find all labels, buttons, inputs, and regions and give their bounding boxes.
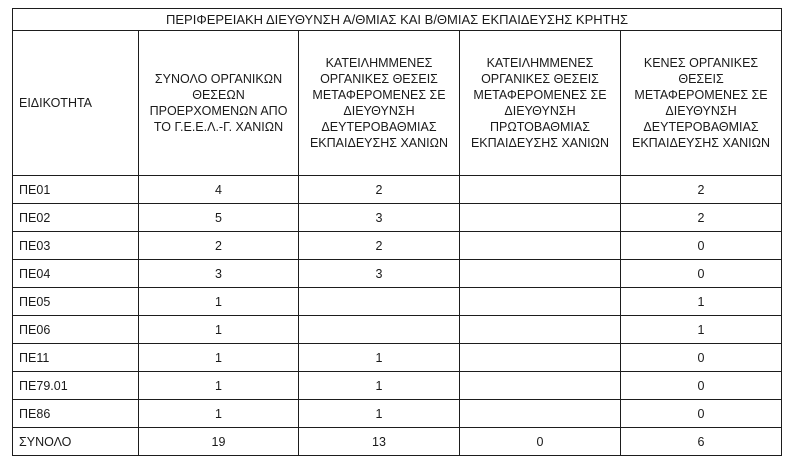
table-title: ΠΕΡΙΦΕΡΕΙΑΚΗ ΔΙΕΥΘΥΝΣΗ Α/ΘΜΙΑΣ ΚΑΙ Β/ΘΜΙΑΣ ΕΚΠΑΙΔΕΥΣΗΣ ΚΡΗΤΗΣ (13, 9, 782, 31)
table-row (13, 176, 782, 204)
cell-occupied-secondary: 1 (299, 400, 460, 428)
cell-total: 4 (139, 176, 299, 204)
cell-specialty: ΠΕ79.01 (13, 372, 139, 400)
cell-vacant-secondary: 0 (621, 232, 782, 260)
cell-specialty: ΠΕ86 (13, 400, 139, 428)
cell-occupied-secondary: 1 (299, 344, 460, 372)
cell-specialty: ΠΕ01 (13, 176, 139, 204)
cell-occupied-secondary: 3 (299, 260, 460, 288)
cell-specialty: ΠΕ05 (13, 288, 139, 316)
table-title-row (13, 9, 782, 31)
cell-total: 1 (139, 372, 299, 400)
cell-vacant-secondary: 0 (621, 372, 782, 400)
cell-vacant-secondary: 2 (621, 204, 782, 232)
cell-occupied-secondary: 13 (299, 428, 460, 456)
cell-occupied-primary (460, 232, 621, 260)
cell-occupied-primary (460, 316, 621, 344)
organic-positions-table (12, 8, 782, 456)
cell-specialty: ΠΕ11 (13, 344, 139, 372)
cell-occupied-secondary: 1 (299, 372, 460, 400)
table-row (13, 372, 782, 400)
cell-specialty: ΠΕ03 (13, 232, 139, 260)
table-header-row (13, 31, 782, 176)
cell-occupied-secondary: 2 (299, 232, 460, 260)
cell-specialty: ΣΥΝΟΛΟ (13, 428, 139, 456)
table-row (13, 344, 782, 372)
cell-specialty: ΠΕ06 (13, 316, 139, 344)
table-body (13, 9, 782, 456)
table-row (13, 204, 782, 232)
cell-occupied-secondary (299, 316, 460, 344)
cell-vacant-secondary: 0 (621, 344, 782, 372)
cell-total: 5 (139, 204, 299, 232)
cell-total: 1 (139, 344, 299, 372)
cell-vacant-secondary: 0 (621, 260, 782, 288)
cell-occupied-primary: 0 (460, 428, 621, 456)
cell-total: 19 (139, 428, 299, 456)
cell-specialty: ΠΕ04 (13, 260, 139, 288)
cell-specialty: ΠΕ02 (13, 204, 139, 232)
table-row (13, 400, 782, 428)
cell-occupied-primary (460, 344, 621, 372)
cell-vacant-secondary: 2 (621, 176, 782, 204)
cell-total: 1 (139, 316, 299, 344)
column-header-specialty: ΕΙΔΙΚΟΤΗΤΑ (13, 31, 139, 176)
cell-occupied-primary (460, 260, 621, 288)
cell-occupied-secondary (299, 288, 460, 316)
cell-occupied-secondary: 2 (299, 176, 460, 204)
cell-occupied-secondary: 3 (299, 204, 460, 232)
cell-occupied-primary (460, 204, 621, 232)
cell-vacant-secondary: 1 (621, 288, 782, 316)
column-header-occupied-secondary: ΚΑΤΕΙΛΗΜΜΕΝΕΣ ΟΡΓΑΝΙΚΕΣ ΘΕΣΕΙΣ ΜΕΤΑΦΕΡΟΜΕΝΕΣ ΣΕ ΔΙΕΥΘΥΝΣΗ ΔΕΥΤΕΡΟΒΑΘΜΙΑΣ ΕΚΠΑΙΔΕΥΣΗΣ ΧΑΝΙΩΝ (299, 31, 460, 176)
cell-vacant-secondary: 0 (621, 400, 782, 428)
cell-total: 1 (139, 288, 299, 316)
column-header-occupied-primary: ΚΑΤΕΙΛΗΜΜΕΝΕΣ ΟΡΓΑΝΙΚΕΣ ΘΕΣΕΙΣ ΜΕΤΑΦΕΡΟΜΕΝΕΣ ΣΕ ΔΙΕΥΘΥΝΣΗ ΠΡΩΤΟΒΑΘΜΙΑΣ ΕΚΠΑΙΔΕΥΣΗΣ ΧΑΝΙΩΝ (460, 31, 621, 176)
table-row (13, 316, 782, 344)
cell-vacant-secondary: 1 (621, 316, 782, 344)
table-row (13, 288, 782, 316)
cell-vacant-secondary: 6 (621, 428, 782, 456)
table-row (13, 232, 782, 260)
cell-occupied-primary (460, 288, 621, 316)
column-header-total-organic-positions: ΣΥΝΟΛΟ ΟΡΓΑΝΙΚΩΝ ΘΕΣΕΩΝ ΠΡΟΕΡΧΟΜΕΝΩΝ ΑΠΟ ΤΟ Γ.Ε.Ε.Λ.-Γ. ΧΑΝΙΩΝ (139, 31, 299, 176)
column-header-vacant-secondary: ΚΕΝΕΣ ΟΡΓΑΝΙΚΕΣ ΘΕΣΕΙΣ ΜΕΤΑΦΕΡΟΜΕΝΕΣ ΣΕ ΔΙΕΥΘΥΝΣΗ ΔΕΥΤΕΡΟΒΑΘΜΙΑΣ ΕΚΠΑΙΔΕΥΣΗΣ ΧΑΝΙΩΝ (621, 31, 782, 176)
cell-occupied-primary (460, 400, 621, 428)
cell-total: 3 (139, 260, 299, 288)
cell-occupied-primary (460, 372, 621, 400)
cell-total: 1 (139, 400, 299, 428)
table-row (13, 260, 782, 288)
cell-occupied-primary (460, 176, 621, 204)
cell-total: 2 (139, 232, 299, 260)
table-total-row (13, 428, 782, 456)
